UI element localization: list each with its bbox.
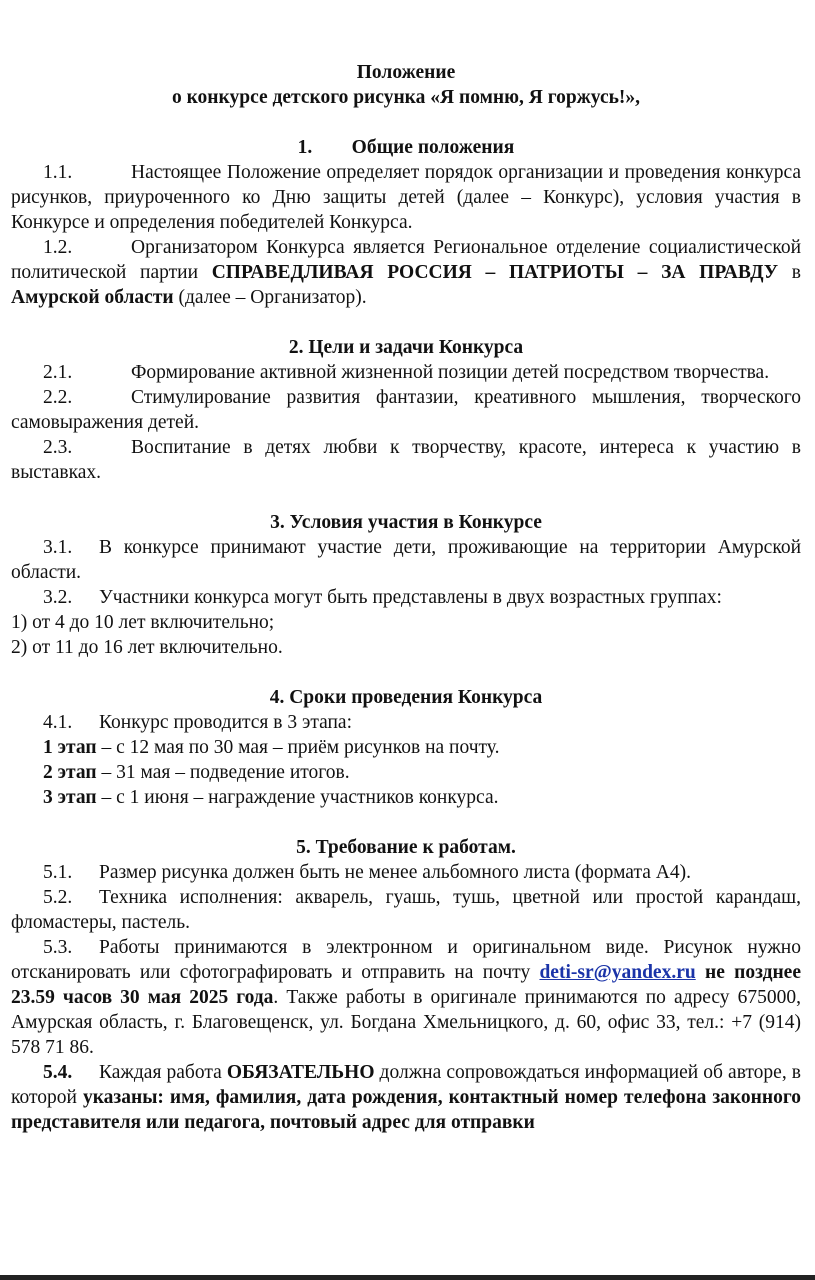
paragraph-5-4: [11, 1060, 801, 1135]
stage-text: – с 12 мая по 30 мая – приём рисунков на почту.: [96, 737, 500, 758]
section-2-heading: 2. Цели и задачи Конкурса: [288, 337, 524, 358]
age-group-2: 2) от 11 до 16 лет включительно.: [11, 637, 283, 658]
paragraph-number: 4.1.: [43, 712, 73, 733]
section-1-title: Общие положения: [351, 137, 515, 158]
section-3-heading: 3. Условия участия в Конкурсе: [270, 512, 542, 533]
region-name: Амурской области: [11, 287, 174, 308]
paragraph-3-1: [11, 535, 801, 585]
paragraph-2-2: [11, 385, 801, 435]
paragraph-5-2: [11, 885, 801, 935]
paragraph-4-1: [11, 710, 801, 735]
party-name: СПРАВЕДЛИВАЯ РОССИЯ – ПАТРИОТЫ – ЗА ПРАВДУ: [211, 262, 779, 283]
paragraph-text: Работы принимаются в электронном и оригинальном виде. Рисунок нужно отсканировать или сфотографировать и отправить на почту: [11, 937, 801, 983]
paragraph-number: 2.1.: [43, 362, 73, 383]
paragraph-text: Каждая работа: [99, 1062, 227, 1083]
document-title: [11, 60, 801, 110]
paragraph-number: 5.2.: [43, 887, 73, 908]
age-group-1: 1) от 4 до 10 лет включительно;: [11, 612, 275, 633]
email-link[interactable]: deti-sr@yandex.ru: [539, 962, 696, 983]
paragraph-text: должна сопровождаться информацией об авторе, в которой: [11, 1062, 801, 1108]
paragraph-1-1: [11, 160, 801, 235]
paragraph-2-1: [11, 360, 801, 385]
section-1-heading: [11, 135, 801, 160]
document-page: [11, 58, 801, 1135]
paragraph-number: 1.2.: [43, 237, 73, 258]
paragraph-text: Настоящее Положение определяет порядок организации и проведения конкурса рисунков, приуроченного ко Дню защиты детей (далее – Конкурс), условия участия в Конкурсе и определения победителей Конкурса.: [11, 162, 801, 233]
paragraph-text: Организатором Конкурса является Региональное отделение социалистической политической партии: [11, 237, 801, 283]
paragraph-number: 2.2.: [43, 387, 73, 408]
paragraph-5-1: [11, 860, 801, 885]
paragraph-3-2: [11, 585, 801, 610]
paragraph-5-3: [11, 935, 801, 1060]
paragraph-text: Участники конкурса могут быть представлены в двух возрастных группах:: [99, 587, 722, 608]
section-5-heading: 5. Требование к работам.: [296, 837, 516, 858]
stage-3: [11, 785, 801, 810]
mandatory-text: ОБЯЗАТЕЛЬНО: [226, 1062, 375, 1083]
section-4-heading: 4. Сроки проведения Конкурса: [269, 687, 543, 708]
paragraph-number: 5.1.: [43, 862, 73, 883]
stage-label: 1 этап: [43, 737, 97, 758]
paragraph-text: В конкурсе принимают участие дети, проживающие на территории Амурской области.: [11, 537, 801, 583]
stage-label: 3 этап: [43, 787, 97, 808]
required-info-text: указаны: имя, фамилия, дата рождения, контактный номер телефона законного представителя или педагога, почтовый адрес для отправки: [11, 1087, 801, 1133]
paragraph-text: Размер рисунка должен быть не менее альбомного листа (формата А4).: [99, 862, 691, 883]
stage-1: [11, 735, 801, 760]
deadline-text: не позднее 23.59 часов 30 мая 2025 года: [11, 962, 801, 1008]
paragraph-number: 5.3.: [43, 937, 73, 958]
paragraph-text: Конкурс проводится в 3 этапа:: [99, 712, 353, 733]
paragraph-1-2: [11, 235, 801, 310]
title-line-2: о конкурсе детского рисунка «Я помню, Я горжусь!»,: [171, 87, 641, 108]
paragraph-number: 3.2.: [43, 587, 73, 608]
paragraph-text: Стимулирование развития фантазии, креативного мышления, творческого самовыражения детей.: [11, 387, 801, 433]
stage-text: – 31 мая – подведение итогов.: [96, 762, 350, 783]
paragraph-number: 3.1.: [43, 537, 73, 558]
paragraph-text: Техника исполнения: акварель, гуашь, тушь, цветной или простой карандаш, фломастеры, пастель.: [11, 887, 801, 933]
title-line-1: Положение: [356, 62, 456, 83]
stage-text: – с 1 июня – награждение участников конкурса.: [96, 787, 499, 808]
paragraph-number: 2.3.: [43, 437, 73, 458]
paragraph-2-3: [11, 435, 801, 485]
stage-label: 2 этап: [43, 762, 97, 783]
paragraph-text: . Также работы в оригинале принимаются по адресу 675000, Амурская область, г. Благовещенск, ул. Богдана Хмельницкого, д. 60, офис 33, тел.: +7 (914) 578 71 86.: [11, 987, 801, 1058]
paragraph-text: Воспитание в детях любви к творчеству, красоте, интереса к участию в выставках.: [11, 437, 801, 483]
page-bottom-edge: [0, 1275, 815, 1280]
paragraph-text: (далее – Организатор).: [173, 287, 367, 308]
paragraph-number: 1.1.: [43, 162, 73, 183]
stage-2: [11, 760, 801, 785]
paragraph-number: 5.4.: [43, 1062, 73, 1083]
section-1-number: 1.: [297, 137, 313, 158]
paragraph-text: в: [778, 262, 801, 283]
paragraph-text: Формирование активной жизненной позиции детей посредством творчества.: [131, 362, 770, 383]
